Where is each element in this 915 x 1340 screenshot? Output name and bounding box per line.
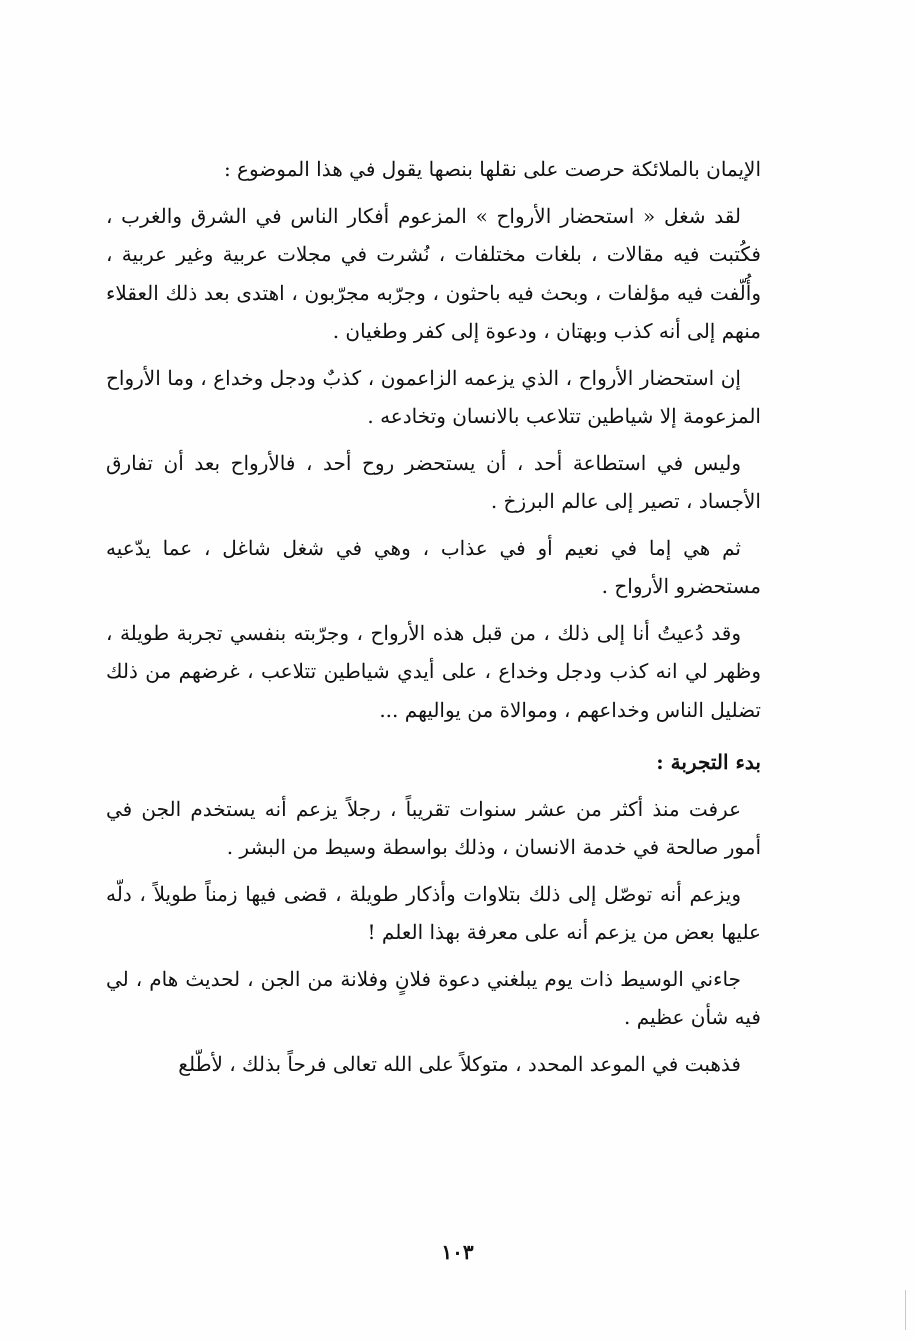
- paragraph-personal-experience: وقد دُعيتُ أنا إلى ذلك ، من قبل هذه الأرواح ، وجرّبته بنفسي تجربة طويلة ، وظهر لي انه كذب ودجل وخداع ، على أيدي شياطين تتلاعب ، غرضهم من ذلك تضليل الناس وخداعهم ، وموالاة من يواليهم ...: [106, 620, 761, 722]
- paragraph-recitations: ويزعم أنه توصّل إلى ذلك بتلاوات وأذكار طويلة ، قضى فيها زمناً طويلاً ، دلّه عليها بعض من يزعم أنه على معرفة بهذا العلم !: [106, 881, 761, 944]
- page-number: ١٠٣: [441, 1240, 474, 1264]
- paragraph-appointment: فذهبت في الموعد المحدد ، متوكلاً على الله تعالى فرحاً بذلك ، لأطّلع: [178, 1051, 741, 1076]
- paragraph-barzakh: وليس في استطاعة أحد ، أن يستحضر روح أحد ، فالأرواح بعد أن تفارق الأجساد ، تصير إلى عالم البرزخ .: [106, 450, 761, 513]
- paragraph-invitation: جاءني الوسيط ذات يوم يبلغني دعوة فلانٍ وفلانة من الجن ، لحديث هام ، لي فيه شأن عظيم .: [106, 966, 761, 1029]
- paragraph-continuation: الإيمان بالملائكة حرصت على نقلها بنصها يقول في هذا الموضوع :: [223, 157, 761, 181]
- paragraph-acquaintance: عرفت منذ أكثر من عشر سنوات تقريباً ، رجلاً يزعم أنه يستخدم الجن في أمور صالحة في خدمة الانسان ، وذلك بواسطة وسيط من البشر .: [106, 796, 761, 859]
- paragraph-bliss-or-torment: ثم هي إما في نعيم أو في عذاب ، وهي في شغل شاغل ، عما يدّعيه مستحضرو الأرواح .: [106, 535, 761, 598]
- body-text: [106, 150, 761, 1091]
- page-edge-line: [905, 1290, 906, 1330]
- paragraph-deception: إن استحضار الأرواح ، الذي يزعمه الزاعمون ، كذبٌ ودجل وخداع ، وما الأرواح المزعومة إلا شياطين تتلاعب بالانسان وتخادعه .: [106, 365, 761, 428]
- section-heading: بدء التجربة :: [656, 750, 761, 774]
- paragraph-spirit-summoning: لقد شغل « استحضار الأرواح » المزعوم أفكار الناس في الشرق والغرب ، فكُتبت فيه مقالات ، بلغات مختلفات ، نُشرت في مجلات عربية وغير عربية ، وأُلّفت فيه مؤلفات ، وبحث فيه باحثون ، وجرّبه مجرّبون ، اهتدى بعد ذلك العقلاء منهم إلى أنه كذب وبهتان ، ودعوة إلى كفر وطغيان .: [106, 203, 761, 343]
